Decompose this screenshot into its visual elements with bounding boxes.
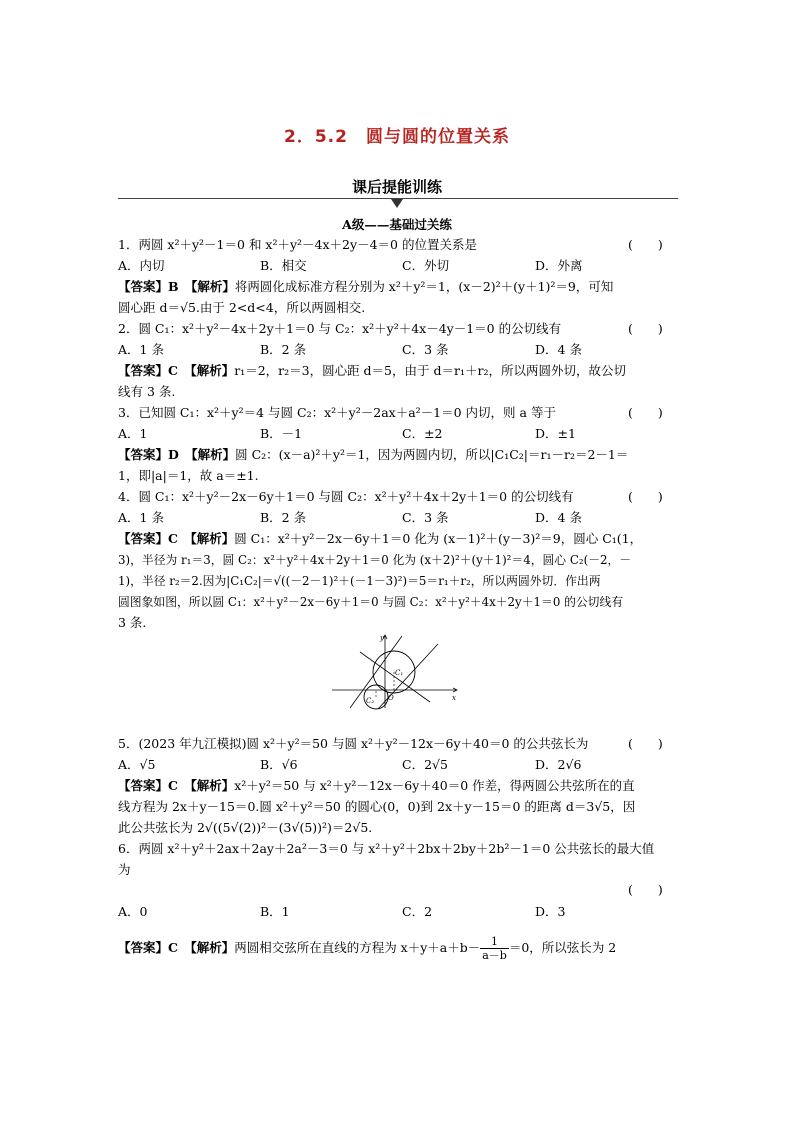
q2-stem: 2．圆 C₁：x²＋y²－4x＋2y＋1＝0 与 C₂：x²＋y²＋4x－4y－1＝0 的公切线有 <box>118 321 562 336</box>
q6-answer-paren: ( ) <box>628 882 663 897</box>
q3-option-a: A．1 <box>118 426 148 441</box>
q1-option-a: A．内切 <box>118 258 165 273</box>
q3-answer-paren: ( ) <box>628 405 663 420</box>
q2-answer-text1: r₁＝2，r₂＝3，圆心距 d＝5，由于 d＝r₁＋r₂，所以两圆外切，故公切 <box>234 363 626 378</box>
y-label: y <box>380 634 384 642</box>
page-title: 2．5.2 圆与圆的位置关系 <box>284 127 510 147</box>
q6-fraction <box>480 935 509 962</box>
q6-option-a: A．0 <box>118 904 148 919</box>
q6-answer-label: 【答案】C 【解析】 <box>118 940 235 955</box>
q3-answer-line2: 1，即|a|＝1，故 a＝±1. <box>118 468 259 483</box>
q5-answer-line2: 线方程为 2x＋y－15＝0.圆 x²＋y²＝50 的圆心(0，0)到 2x＋y－15＝0 的距离 d＝3√5，因 <box>118 799 636 814</box>
q1-option-b: B．相交 <box>260 258 307 273</box>
q6-stem-line1: 6．两圆 x²＋y²＋2ax＋2ay＋2a²－3＝0 与 x²＋y²＋2bx＋2by＋2b²－1＝0 公共弦长的最大值 <box>118 841 655 856</box>
q4-answer-line3: 1)，半径 r₂＝2.因为|C₁C₂|＝√((－2－1)²＋(－1－3)²)＝5＝r₁＋r₂，所以两圆外切．作出两 <box>118 574 601 588</box>
q1-answer-text1: 将两圆化成标准方程分别为 x²＋y²＝1，(x－2)²＋(y＋1)²＝9，可知 <box>234 279 614 294</box>
q4-answer-line2: 3)，半径为 r₁＝3，圆 C₂：x²＋y²＋4x＋2y＋1＝0 化为 (x＋2)²＋(y＋1)²＝4，圆心 C₂(－2，－ <box>118 553 632 567</box>
q6-option-b: B．1 <box>260 904 290 919</box>
q2-option-a: A．1 条 <box>118 342 164 357</box>
q5-answer-label: 【答案】C 【解析】 <box>118 778 235 793</box>
x-label: x <box>452 694 456 702</box>
q2-answer-paren: ( ) <box>628 321 663 336</box>
q6-frac-num: 1 <box>480 935 509 949</box>
origin-label: O <box>388 694 394 702</box>
q4-stem: 4．圆 C₁：x²＋y²－2x－6y＋1＝0 与圆 C₂：x²＋y²＋4x＋2y＋1＝0 的公切线有 <box>118 489 574 504</box>
q6-option-c: C．2 <box>402 904 433 919</box>
q2-option-b: B．2 条 <box>260 342 307 357</box>
q2-option-c: C．3 条 <box>402 342 449 357</box>
q4-answer-line1 <box>118 529 678 549</box>
q5-answer-line1 <box>118 776 678 796</box>
q6-option-d: D．3 <box>535 904 566 919</box>
q2-answer-line1 <box>118 361 678 381</box>
q6-answer-line1 <box>118 934 678 962</box>
q6-stem-line2: 为 <box>118 862 131 877</box>
q1-answer-label: 【答案】B 【解析】 <box>118 279 235 294</box>
q1-answer-paren: ( ) <box>628 237 663 252</box>
tangent-line-2 <box>360 652 430 702</box>
tangent-line-3 <box>378 644 438 709</box>
q3-answer-label: 【答案】D 【解析】 <box>118 447 236 462</box>
q3-option-b: B．－1 <box>260 426 303 441</box>
q4-answer-line4: 圆图象如图，所以圆 C₁：x²＋y²－2x－6y＋1＝0 与圆 C₂：x²＋y²＋4x＋2y＋1＝0 的公切线有 <box>118 595 624 609</box>
c2-label: C₂ <box>366 697 375 705</box>
q6-frac-den: a－b <box>482 949 507 962</box>
q3-stem: 3．已知圆 C₁：x²＋y²＝4 与圆 C₂：x²＋y²－2ax＋a²－1＝0 内切，则 a 等于 <box>118 405 556 420</box>
q3-answer-line1 <box>118 445 678 465</box>
q5-answer-line3: 此公共弦长为 2√((5√(2))²－(3√(5))²)＝2√5. <box>118 820 373 835</box>
q6-answer-post: ＝0，所以弦长为 2 <box>508 940 617 955</box>
q4-answer-label: 【答案】C 【解析】 <box>118 531 235 546</box>
q1-answer-line1 <box>118 277 678 297</box>
q5-answer-text1: x²＋y²＝50 与 x²＋y²－12x－6y＋40＝0 作差，得两圆公共弦所在的直 <box>234 778 635 793</box>
q5-stem: 5．(2023 年九江模拟)圆 x²＋y²＝50 与圆 x²＋y²－12x－6y＋40＝0 的公共弦长为 <box>118 736 589 751</box>
q5-option-d: D．2√6 <box>535 757 582 772</box>
triangle-marker-icon <box>391 199 403 208</box>
q4-answer-text1: 圆 C₁：x²＋y²－2x－6y＋1＝0 化为 (x－1)²＋(y－3)²＝9，圆心 C₁(1， <box>234 531 643 546</box>
q1-option-d: D．外离 <box>535 258 583 273</box>
q4-option-a: A．1 条 <box>118 510 164 525</box>
tangent-circles-figure <box>330 630 460 710</box>
q5-option-b: B．√6 <box>260 757 298 772</box>
q4-option-d: D．4 条 <box>535 510 582 525</box>
q3-option-c: C．±2 <box>402 426 443 441</box>
q1-answer-line2: 圆心距 d＝√5.由于 2<d<4，所以两圆相交. <box>118 300 366 315</box>
q2-answer-label: 【答案】C 【解析】 <box>118 363 235 378</box>
q2-answer-line2: 线有 3 条. <box>118 384 176 399</box>
q4-answer-line5: 3 条. <box>118 615 147 630</box>
q1-option-c: C．外切 <box>402 258 450 273</box>
q5-answer-paren: ( ) <box>628 736 663 751</box>
q4-option-c: C．3 条 <box>402 510 449 525</box>
q6-answer-pre: 两圆相交弦所在直线的方程为 x＋y＋a＋b－ <box>234 940 481 955</box>
q2-option-d: D．4 条 <box>535 342 582 357</box>
c1-label: C₁ <box>395 669 404 677</box>
section-subtitle: 课后提能训练 <box>351 178 442 196</box>
q4-option-b: B．2 条 <box>260 510 307 525</box>
q3-option-d: D．±1 <box>535 426 576 441</box>
q5-option-a: A．√5 <box>118 757 156 772</box>
q3-answer-text1: 圆 C₂：(x－a)²＋y²＝1，因为两圆内切，所以|C₁C₂|＝r₁－r₂＝2－1＝ <box>235 447 629 462</box>
level-heading: A级——基础过关练 <box>342 217 452 232</box>
q5-option-c: C．2√5 <box>402 757 448 772</box>
q4-answer-paren: ( ) <box>628 489 663 504</box>
q1-stem: 1．两圆 x²＋y²－1＝0 和 x²＋y²－4x＋2y－4＝0 的位置关系是 <box>118 237 477 252</box>
